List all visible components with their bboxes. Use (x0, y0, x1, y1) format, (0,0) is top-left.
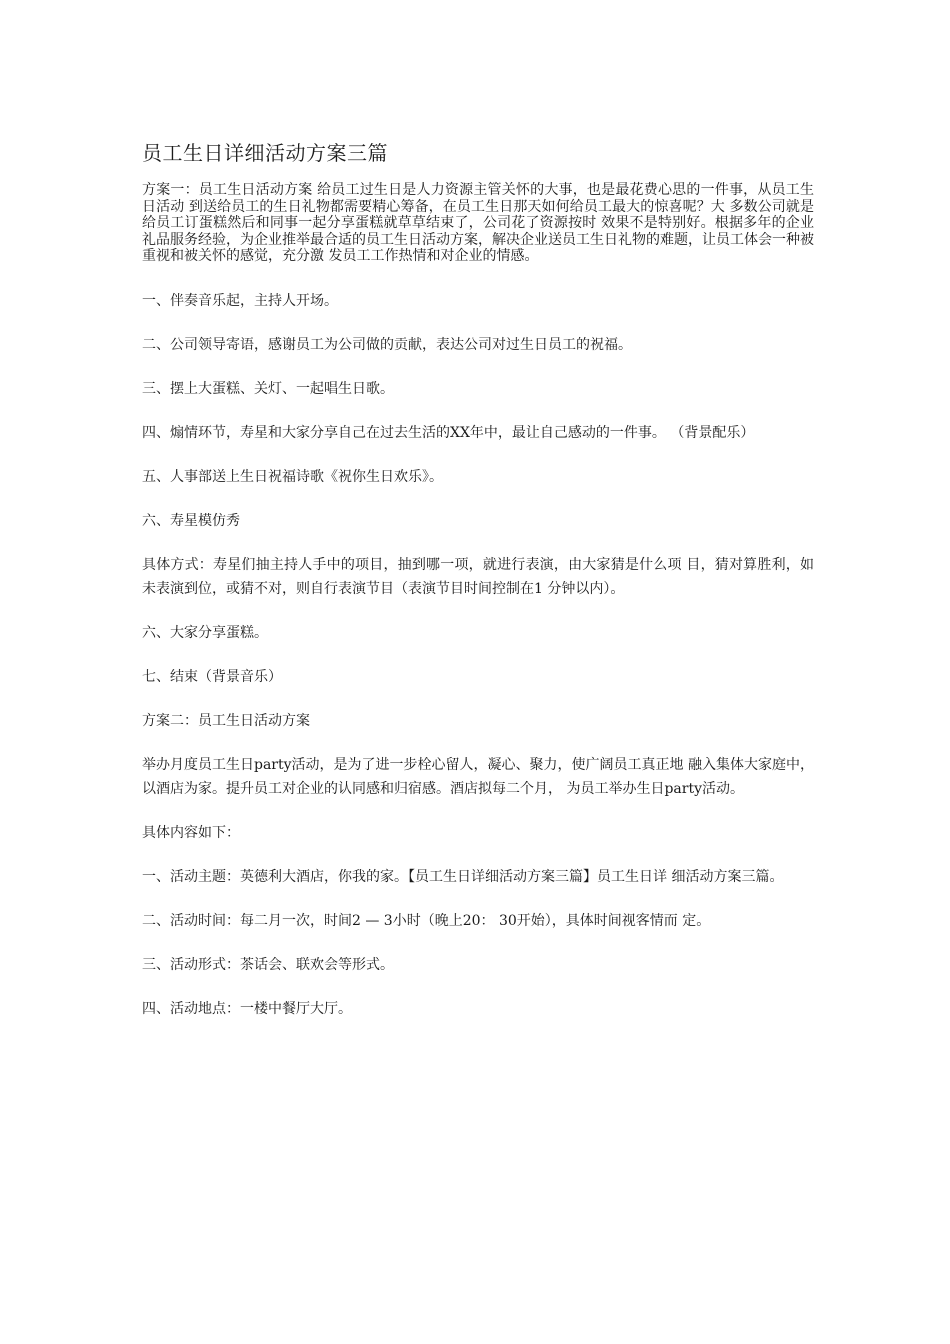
paragraph: 二、公司领导寄语，感谢员工为公司做的贡献，表达公司对过生日员工的祝福。 (142, 336, 632, 353)
paragraph: 六、大家分享蛋糕。 (142, 624, 268, 641)
paragraph: 五、人事部送上生日祝福诗歌《祝你生日欢乐》。 (142, 468, 443, 485)
document-title: 员工生日详细活动方案三篇 (142, 141, 388, 165)
paragraph: 三、活动形式：茶话会、联欢会等形式。 (142, 956, 394, 973)
paragraph: 六、寿星模仿秀 (142, 512, 240, 529)
paragraph: 具体内容如下： (142, 824, 240, 841)
document-page (142, 140, 814, 1041)
paragraph: 二、活动时间：每二月一次，时间2 — 3小时（晚上20： 30开始），具体时间视客情而 定。 (142, 912, 711, 929)
paragraph: 一、伴奏音乐起，主持人开场。 (142, 292, 338, 309)
section-heading: 方案二：员工生日活动方案 (142, 712, 310, 729)
intro-paragraph: 方案一：员工生日活动方案 给员工过生日是人力资源主管关怀的大事，也是最花费心思的一件事，从员工生日活动 到送给员工的生日礼物都需要精心筹备，在员工生日那天如何给员工最大的惊喜呢？大 多数公司就是给员工订蛋糕然后和同事一起分享蛋糕就草草结束了，公司花了资源按时 效果不是特别好。根据多年的企业礼品服务经验，为企业推举最合适的员工生日活动方案，解决企业送员工生日礼物的难题，让员工体会一种被重视和被关怀的感觉，充分激 发员工工作热情和对企业的情感。 (142, 182, 814, 264)
paragraph: 三、摆上大蛋糕、关灯、一起唱生日歌。 (142, 380, 394, 397)
paragraph: 四、活动地点：一楼中餐厅大厅。 (142, 1000, 352, 1017)
paragraph: 具体方式：寿星们抽主持人手中的项目，抽到哪一项，就进行表演，由大家猜是什么项 目，猜对算胜利，如未表演到位，或猜不对，则自行表演节目（表演节目时间控制在1 分钟以内）。 (142, 556, 814, 597)
paragraph: 七、结束（背景音乐） (142, 668, 282, 685)
paragraph: 举办月度员工生日party活动，是为了进一步栓心留人，凝心、聚力，使广阔员工真正地 融入集体大家庭中，以酒店为家。提升员工对企业的认同感和归宿感。酒店拟每二个月， 为员工举办生日party活动。 (142, 756, 814, 797)
paragraph: 四、煽情环节，寿星和大家分享自己在过去生活的XX年中，最让自己感动的一件事。 （背景配乐） (142, 424, 755, 441)
paragraph: 一、活动主题：英德利大酒店，你我的家。【员工生日详细活动方案三篇】员工生日详 细活动方案三篇。 (142, 868, 784, 885)
